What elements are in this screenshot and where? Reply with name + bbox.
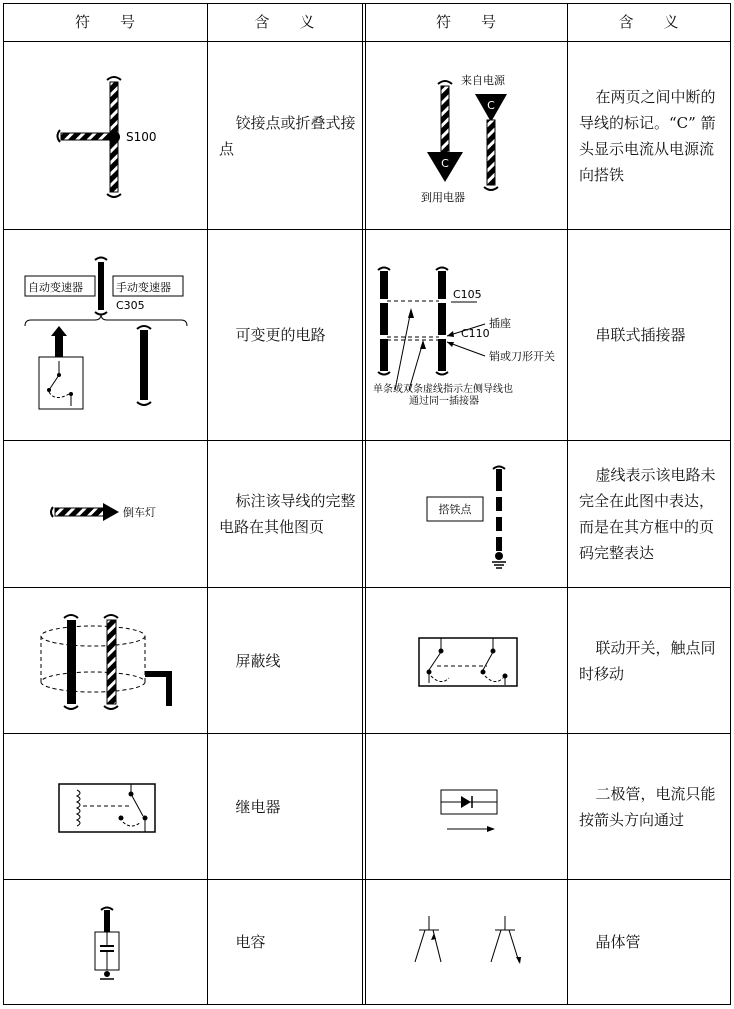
transistor-symbol xyxy=(365,880,567,1004)
meaning-capacitor: 电容 xyxy=(235,933,266,951)
splice-symbol xyxy=(3,42,207,229)
relay-symbol xyxy=(3,734,207,879)
arrow-right-icon xyxy=(103,503,119,521)
inline-connector-symbol xyxy=(365,230,567,440)
meaning-dashed-circuit: 虚线表示该电路未完全在此图中表达，而是在其方框中的页码完整表达 xyxy=(579,466,716,562)
meaning-diode: 二极管，电流只能按箭头方向通过 xyxy=(579,784,716,829)
dashed-note-line2: 通过同一插接器 xyxy=(409,396,479,407)
splice-label: S100 xyxy=(126,130,157,144)
meaning-page-break: 在两页之间中断的导线的标记。“C” 箭头显示电流从电源流向搭铁 xyxy=(579,87,716,184)
diode-symbol xyxy=(365,734,567,879)
header-symbol-left: 符 号 xyxy=(74,13,135,31)
c105-label: C105 xyxy=(453,288,482,301)
c110-label: C110 xyxy=(461,327,490,340)
auto-trans-label: 自动变速器 xyxy=(28,281,83,294)
arrow-c-label-top: C xyxy=(487,99,495,112)
from-source-label: 来自电源 xyxy=(461,74,505,87)
direction-arrow-icon xyxy=(487,826,495,832)
arrow-c-label-bottom: C xyxy=(441,157,449,170)
capacitor-symbol xyxy=(3,880,207,1004)
symbol-table xyxy=(3,3,731,1005)
npn-transistor-icon xyxy=(491,916,521,964)
to-load-label: 到用电器 xyxy=(421,191,465,204)
shielded-wire-symbol xyxy=(3,588,207,733)
meaning-transistor: 晶体管 xyxy=(595,933,641,951)
page-break-symbol xyxy=(365,42,567,229)
dashed-circuit-symbol xyxy=(365,441,567,587)
ganged-switch-symbol xyxy=(365,588,567,733)
meaning-inline-connector: 串联式插接器 xyxy=(595,326,686,344)
meaning-continued-elsewhere: 标注该导线的完整电路在其他图页 xyxy=(219,492,356,536)
socket-label: 插座 xyxy=(489,317,511,330)
ground-point-label: 搭铁点 xyxy=(438,503,472,516)
meaning-variable-circuit: 可变更的电路 xyxy=(235,326,326,344)
header-meaning-left: 含 义 xyxy=(254,13,315,31)
header-symbol-right: 符 号 xyxy=(435,13,496,31)
header-meaning-right: 含 义 xyxy=(618,13,679,31)
variable-circuit-symbol xyxy=(3,230,207,440)
switch-box xyxy=(39,357,83,409)
meaning-shielded-wire: 屏蔽线 xyxy=(235,651,281,670)
meaning-ganged-switch: 联动开关，触点同时移动 xyxy=(579,638,716,683)
center-divider xyxy=(362,3,363,1004)
c305-label: C305 xyxy=(116,299,145,312)
meaning-relay: 继电器 xyxy=(235,797,281,816)
manual-trans-label: 手动变速器 xyxy=(116,281,171,294)
pnp-transistor-icon xyxy=(415,916,441,962)
reverse-light-label: 倒车灯 xyxy=(123,506,156,519)
continued-circuit-symbol xyxy=(3,441,207,587)
pin-blade-label: 销或刀形开关 xyxy=(489,350,555,363)
meaning-hinge-splice: 铰接点或折叠式接点 xyxy=(219,113,356,158)
dashed-note-line1: 单条或双条虚线指示左侧导线也 xyxy=(373,384,513,395)
